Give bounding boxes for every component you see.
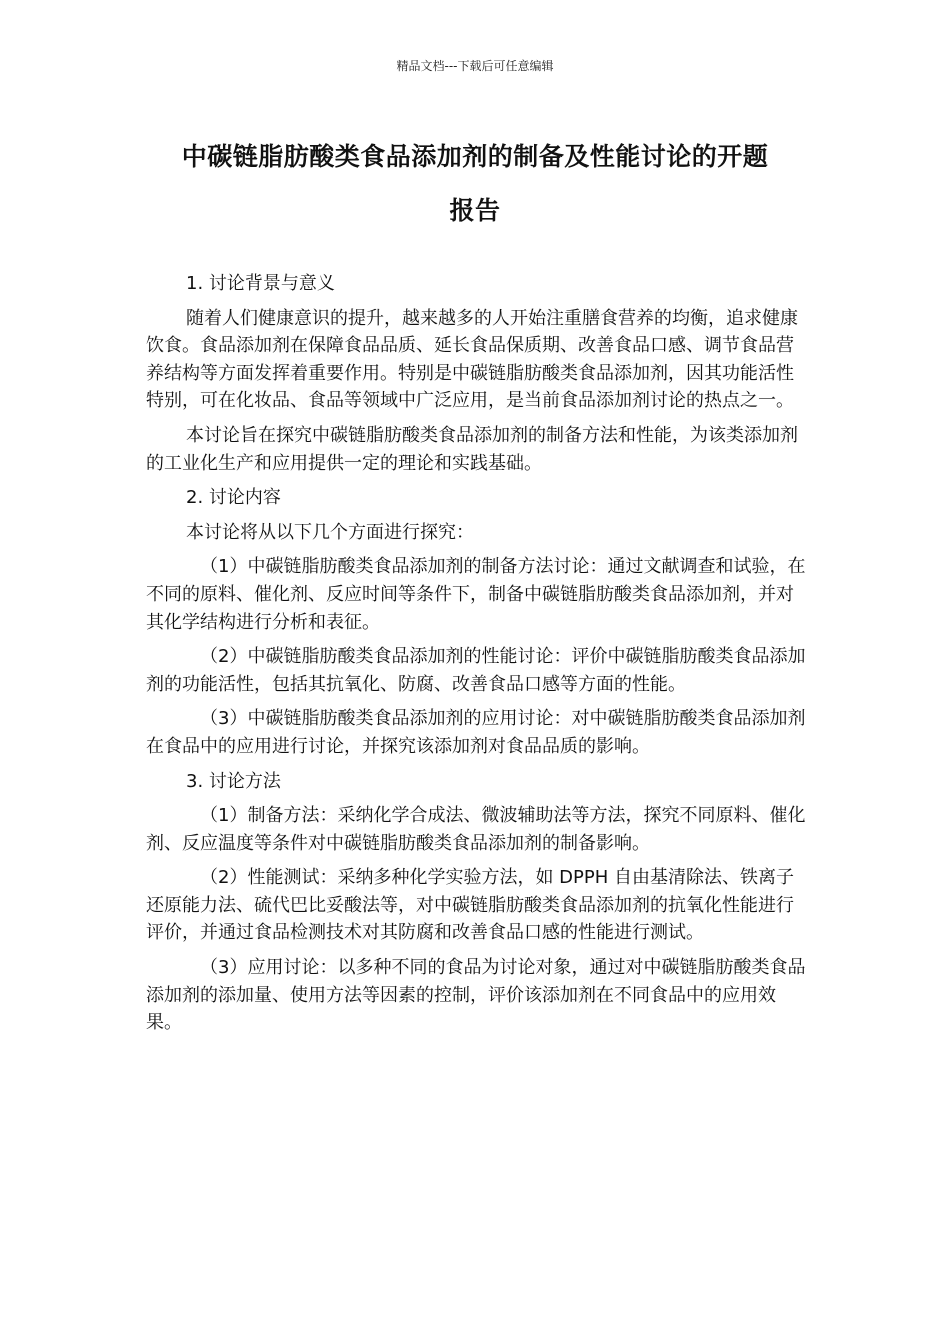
header-note: 精品文档---下载后可任意编辑: [396, 59, 554, 73]
document-title-line-2: 报告: [449, 196, 501, 225]
paragraph: 随着人们健康意识的提升，越来越多的人开始注重膳食营养的均衡，追求健康饮食。食品添加剂在保障食品品质、延长食品保质期、改善食品口感、调节食品营养结构等方面发挥着重要作用。特别是中碳链脂肪酸类食品添加剂，因其功能活性特别，可在化妆品、食品等领域中广泛应用，是当前食品添加剂讨论的热点之一。: [146, 307, 798, 412]
list-item: （1）制备方法：采纳化学合成法、微波辅助法等方法，探究不同原料、催化剂、反应温度等条件对中碳链脂肪酸类食品添加剂的制备影响。: [146, 805, 806, 854]
section-heading-methods: 3. 讨论方法: [186, 770, 281, 792]
document-title-line-1: 中碳链脂肪酸类食品添加剂的制备及性能讨论的开题: [181, 142, 769, 171]
list-item: （3）应用讨论：以多种不同的食品为讨论对象，通过对中碳链脂肪酸类食品添加剂的添加量、使用方法等因素的控制，评价该添加剂在不同食品中的应用效果。: [146, 957, 806, 1034]
paragraph: 本讨论旨在探究中碳链脂肪酸类食品添加剂的制备方法和性能，为该类添加剂的工业化生产和应用提供一定的理论和实践基础。: [146, 424, 798, 474]
list-item: （2）中碳链脂肪酸类食品添加剂的性能讨论：评价中碳链脂肪酸类食品添加剂的功能活性，包括其抗氧化、防腐、改善食品口感等方面的性能。: [146, 646, 806, 695]
list-item: （3）中碳链脂肪酸类食品添加剂的应用讨论：对中碳链脂肪酸类食品添加剂在食品中的应用进行讨论，并探究该添加剂对食品品质的影响。: [146, 708, 806, 757]
section-heading-content: 2. 讨论内容: [186, 487, 281, 509]
list-item: （2）性能测试：采纳多种化学实验方法，如 DPPH 自由基清除法、铁离子还原能力法、硫代巴比妥酸法等，对中碳链脂肪酸类食品添加剂的抗氧化性能进行评价，并通过食品检测技术对其防腐和改善食品口感的性能进行测试。: [146, 867, 794, 944]
section-heading-background: 1. 讨论背景与意义: [186, 273, 335, 294]
document-body: [146, 270, 806, 1044]
list-item: （1）中碳链脂肪酸类食品添加剂的制备方法讨论：通过文献调查和试验，在不同的原料、催化剂、反应时间等条件下，制备中碳链脂肪酸类食品添加剂，并对其化学结构进行分析和表征。: [146, 556, 806, 633]
paragraph: 本讨论将从以下几个方面进行探究：: [186, 521, 474, 543]
